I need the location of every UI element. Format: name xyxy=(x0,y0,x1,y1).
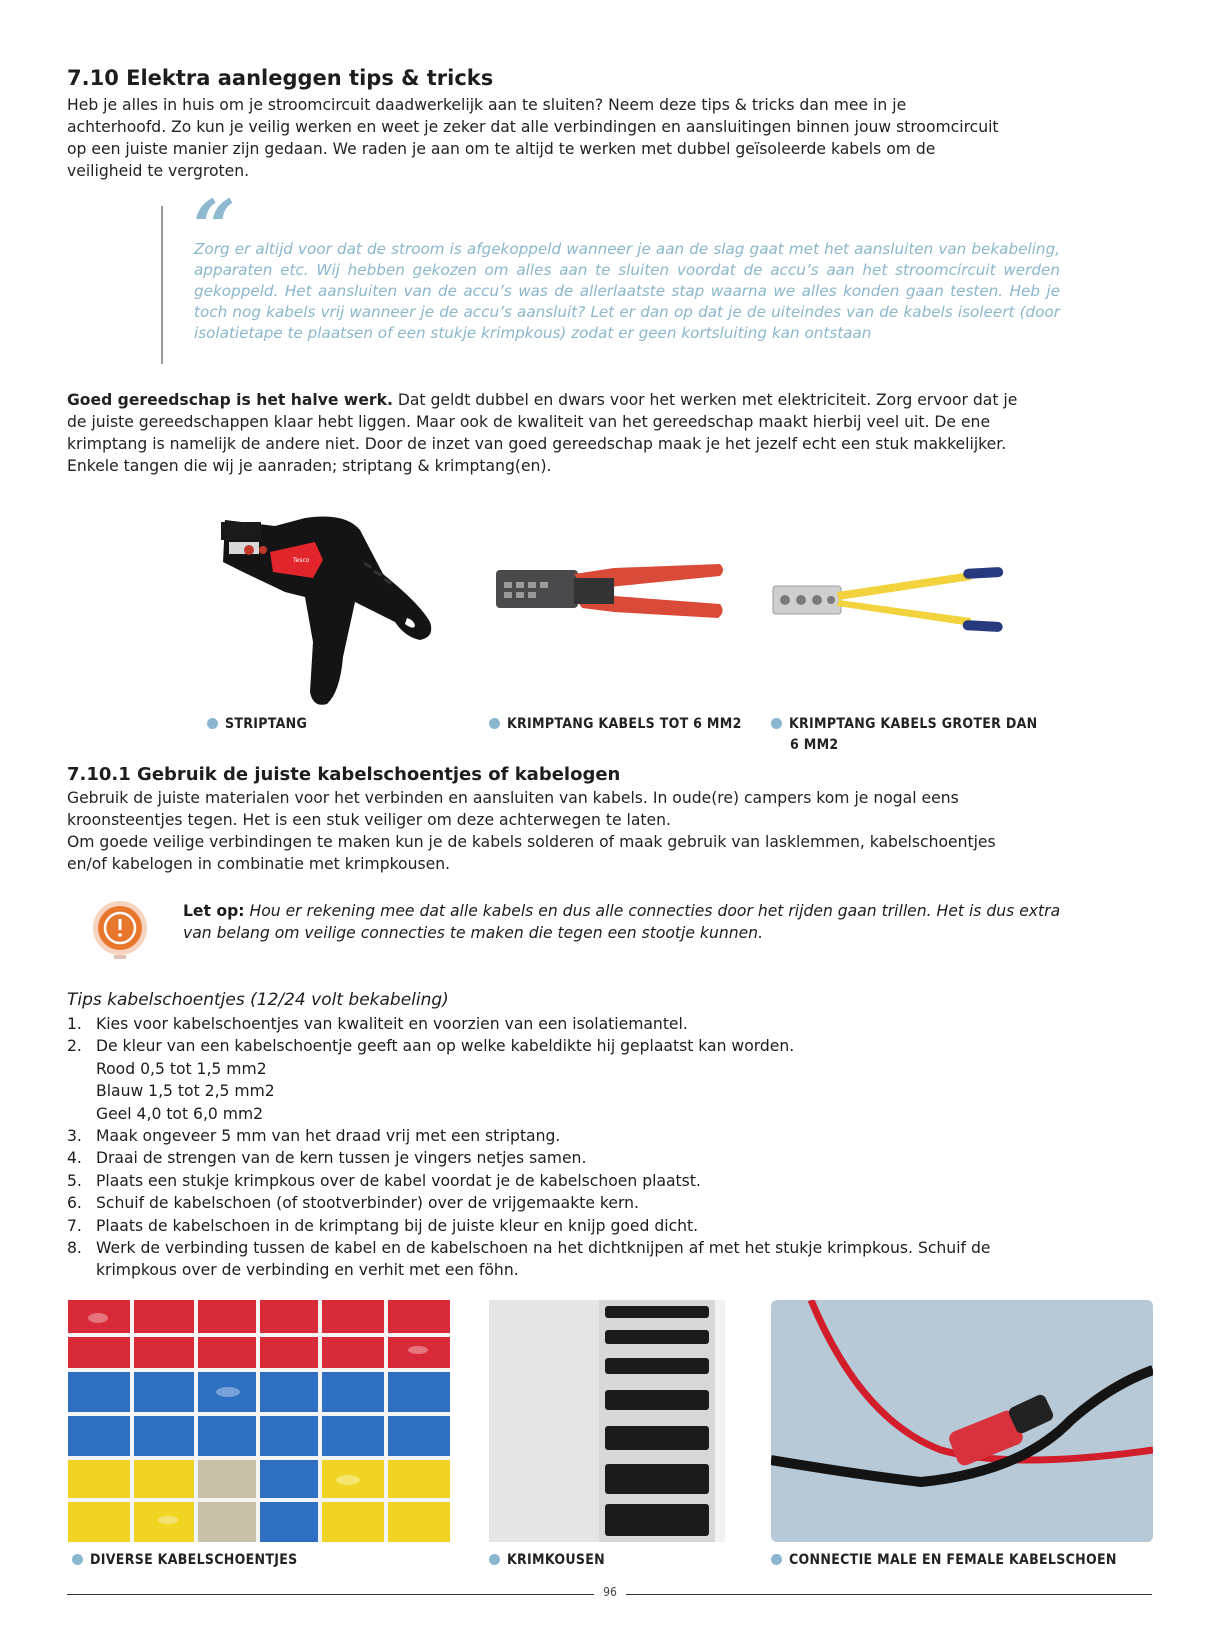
tools-line: de juiste gereedschappen klaar hebt liggen. Maar ook de kwaliteit van het gereedschap maakt hierbij veel uit. De ene xyxy=(67,413,991,431)
list-subitem: Geel 4,0 tot 6,0 mm2 xyxy=(96,1104,264,1123)
caption-striptang xyxy=(207,714,307,735)
subsection-line: Om goede veilige verbindingen te maken kun je de kabels solderen of maak gebruik van lasklemmen, kabelschoentjes xyxy=(67,833,996,851)
photo-krimpkousen xyxy=(489,1300,725,1542)
bullet-dot-icon xyxy=(771,718,782,729)
subsection-line: en/of kabelogen in combinatie met krimpkousen. xyxy=(67,855,451,873)
intro-line: achterhoofd. Zo kun je veilig werken en weet je zeker dat alle verbindingen en aansluitingen binnen jouw stroomcircuit xyxy=(67,118,999,136)
list-number: 5. xyxy=(67,1171,82,1190)
caption-krimptang-small xyxy=(489,714,742,735)
caption-kabelschoentjes xyxy=(72,1550,298,1571)
subsection-title: 7.10.1 Gebruik de juiste kabelschoentjes of kabelogen xyxy=(67,764,621,785)
list-item xyxy=(67,1147,1157,1169)
tools-line xyxy=(67,389,1157,411)
list-item xyxy=(67,1215,1157,1237)
note-body: Hou er rekening mee dat alle kabels en dus alle connecties door het rijden gaan trillen. Het is dus extra xyxy=(244,902,1061,920)
list-number: 6. xyxy=(67,1194,82,1213)
list-item xyxy=(67,1192,1157,1214)
krimptang-large-image xyxy=(771,566,1011,638)
quote-bar xyxy=(161,206,163,364)
list-item xyxy=(67,1125,1157,1147)
caption-krimptang-large xyxy=(771,714,1038,756)
tool-brand-label: Tesco xyxy=(293,557,310,564)
footer-rule-left xyxy=(67,1594,594,1595)
page-number: 96 xyxy=(603,1585,617,1599)
list-number: 7. xyxy=(67,1216,82,1235)
intro-paragraph xyxy=(67,94,1157,182)
list-number: 3. xyxy=(67,1127,82,1146)
intro-line: op een juiste manier zijn gedaan. We raden je aan om te altijd te werken met dubbel geïsoleerde kabels om de xyxy=(67,140,936,158)
list-item xyxy=(67,1259,1157,1281)
section-title: 7.10 Elektra aanleggen tips & tricks xyxy=(67,66,494,90)
photo-kabelschoentjes xyxy=(68,1300,450,1542)
list-subitem: Rood 0,5 tot 1,5 mm2 xyxy=(96,1059,267,1078)
list-number: 1. xyxy=(67,1015,82,1033)
bullet-dot-icon xyxy=(489,718,500,729)
subsection-paragraph xyxy=(67,787,1157,875)
striptang-image xyxy=(215,512,437,708)
caption-text: KRIMPTANG KABELS TOT 6 MM2 xyxy=(507,716,742,732)
list-text: Plaats een stukje krimpkous over de kabel voordat je de kabelschoen plaatst. xyxy=(96,1171,701,1190)
bullet-dot-icon xyxy=(207,718,218,729)
photo-connectie xyxy=(771,1300,1153,1542)
list-text: Werk de verbinding tussen de kabel en de kabelschoen na het dichtknijpen af met het stukje krimpkous. Schuif de xyxy=(96,1239,991,1258)
list-number: 4. xyxy=(67,1149,82,1168)
list-text: Draai de strengen van de kern tussen je vingers netjes samen. xyxy=(96,1149,587,1168)
quote-mark-icon: “ xyxy=(193,185,236,271)
tools-line-rest: Dat geldt dubbel en dwars voor het werken met elektriciteit. Zorg ervoor dat je xyxy=(392,391,1018,409)
tools-line: krimptang is namelijk de andere niet. Door de inzet van goed gereedschap maak je het jezelf echt een stuk makkelijker. xyxy=(67,435,1007,453)
bullet-dot-icon xyxy=(771,1554,782,1565)
krimptang-small-image xyxy=(494,560,726,630)
tools-lead: Goed gereedschap is het halve werk. xyxy=(67,391,393,409)
subsection-line: kroonsteentjes tegen. Het is een stuk veiliger om deze achterwegen te laten. xyxy=(67,811,671,829)
caption-text: 6 MM2 xyxy=(790,737,839,753)
note-label: Let op: xyxy=(183,902,245,920)
quote-text: Zorg er altijd voor dat de stroom is afgekoppeld wanneer je aan de slag gaat met het aansluiten van bekabeling, apparaten etc. Wij hebben gekozen om alles aan te sluiten voordat de accu’s aan het stroomcircuit werden gekoppeld. Het aansluiten van de accu’s was de allerlaatste stap waarna we alles konden gaan testen. Heb je toch nog kabels vrij wanneer je de accu’s aansluit? Let er dan op dat je de uiteindes van de kabels isoleert (door isolatietape te plaatsen of een stukje krimpkous) zodat er geen kortsluiting kan ontstaan xyxy=(194,240,1060,342)
tools-line: Enkele tangen die wij je aanraden; striptang & krimptang(en). xyxy=(67,457,552,475)
footer-rule-right xyxy=(626,1594,1152,1595)
caption-text: STRIPTANG xyxy=(225,716,308,732)
caption-text: KRIMPTANG KABELS GROTER DAN xyxy=(789,716,1038,732)
list-subitem: Blauw 1,5 tot 2,5 mm2 xyxy=(96,1082,275,1101)
caption-connectie xyxy=(771,1550,1117,1571)
list-text: Schuif de kabelschoen (of stootverbinder) over de vrijgemaakte kern. xyxy=(96,1194,639,1213)
tips-title: Tips kabelschoentjes (12/24 volt bekabeling) xyxy=(67,990,449,1010)
list-text: De kleur van een kabelschoentje geeft aan op welke kabeldikte hij geplaatst kan worden. xyxy=(96,1037,795,1056)
list-text: Kies voor kabelschoentjes van kwaliteit en voorzien van een isolatiemantel. xyxy=(96,1015,688,1033)
caption-text: DIVERSE KABELSCHOENTJES xyxy=(90,1552,298,1568)
subsection-line: Gebruik de juiste materialen voor het verbinden en aansluiten van kabels. In oude(re) campers kom je nogal eens xyxy=(67,789,959,807)
list-text: Plaats de kabelschoen in de krimptang bij de juiste kleur en knijp goed dicht. xyxy=(96,1216,699,1235)
tips-list xyxy=(67,1013,1157,1282)
bullet-dot-icon xyxy=(489,1554,500,1565)
caption-krimpkousen xyxy=(489,1550,605,1571)
caption-text: CONNECTIE MALE EN FEMALE KABELSCHOEN xyxy=(789,1552,1117,1568)
bullet-dot-icon xyxy=(72,1554,83,1565)
list-number: 2. xyxy=(67,1037,82,1056)
caption-text: KRIMKOUSEN xyxy=(507,1552,605,1568)
list-item xyxy=(67,1035,1157,1057)
intro-line: Heb je alles in huis om je stroomcircuit daadwerkelijk aan te sluiten? Neem deze tips & tricks dan mee in je xyxy=(67,96,907,114)
list-text: krimpkous over de verbinding en verhit met een föhn. xyxy=(96,1261,519,1280)
list-item xyxy=(67,1237,1157,1259)
note-line xyxy=(183,900,1143,922)
list-number: 8. xyxy=(67,1239,82,1258)
tools-paragraph xyxy=(67,389,1157,477)
list-item xyxy=(67,1013,1157,1035)
warning-badge-icon xyxy=(88,900,152,962)
list-text: Maak ongeveer 5 mm van het draad vrij met een striptang. xyxy=(96,1127,561,1146)
note-line: van belang om veilige connecties te maken die tegen een stootje kunnen. xyxy=(183,924,764,942)
intro-line: veiligheid te vergroten. xyxy=(67,162,250,180)
note-text xyxy=(183,900,1143,944)
list-item xyxy=(67,1170,1157,1192)
